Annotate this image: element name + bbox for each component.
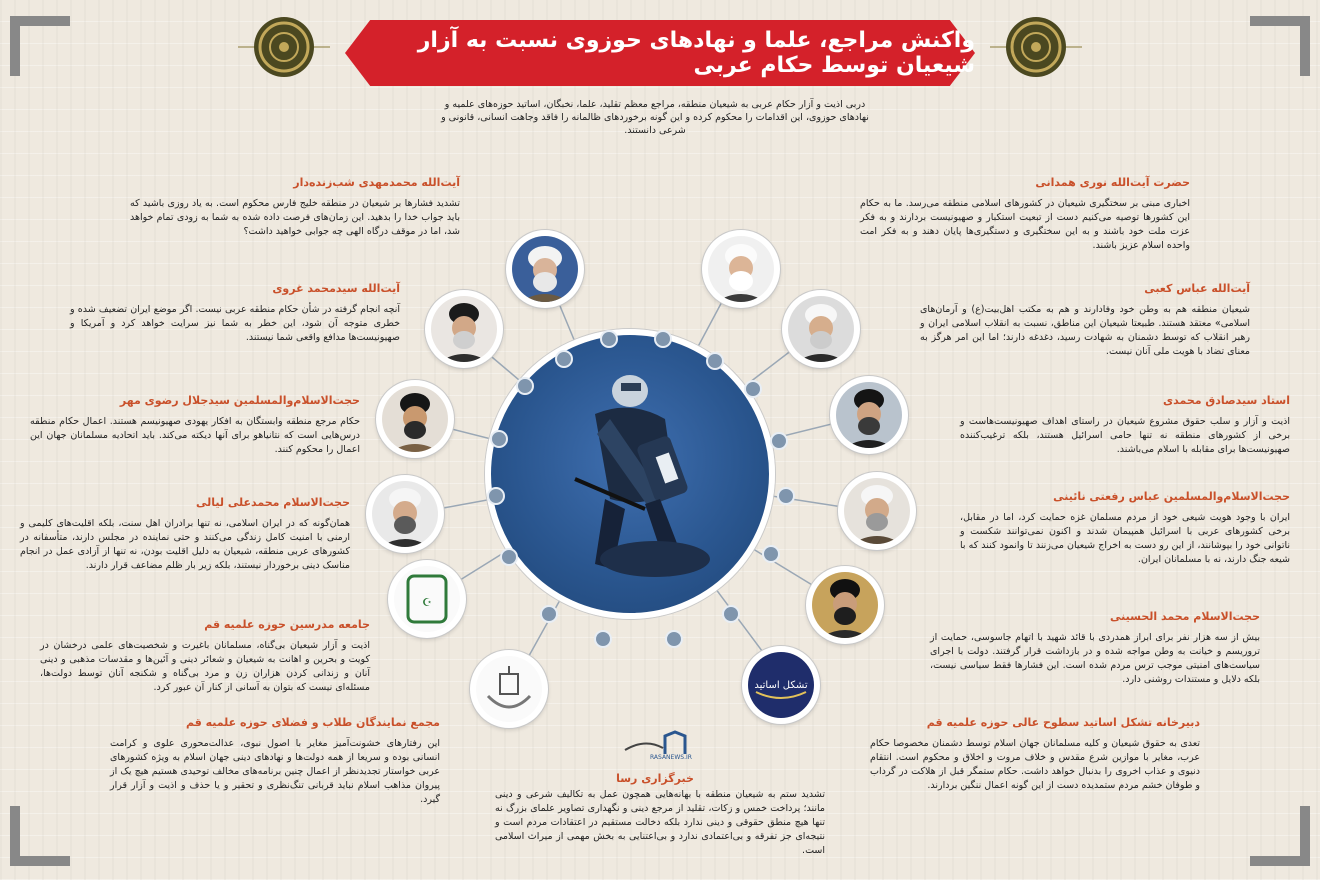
quote-right-1 (860, 176, 1190, 253)
quote-left-5 (40, 618, 370, 695)
connector-dot (770, 432, 788, 450)
connector-dot (600, 330, 618, 348)
quote-author: استاد سیدصادق محمدی (1163, 394, 1290, 407)
quote-right-5 (930, 610, 1260, 687)
quote-text: تشدید ستم به شیعیان منطقه با بهانه‌هایی همچون عمل به تکالیف شرعی و دینی مانند؛ پرداخت خمس و زکات، تقلید از مرجع دینی و نگهداری تصاویر علمای بزرگ نه تنها هیچ منطق حقوقی و دینی ندارد بلکه دخالت مستقیم در اعتقادات مردم است و نتیجه‌ای جز تفرقه و بی‌اعتمادی ندارد و بی‌اعتنایی به بخش مهمی از میراث اسلامی است. (495, 789, 825, 856)
quote-right-2 (920, 282, 1250, 359)
portrait-shabzendehdar (506, 230, 584, 308)
quote-author: حجت‌الاسلام‌والمسلمین عباس رفعتی نائینی (1053, 490, 1290, 503)
quote-text: اذیت و آزار و سلب حقوق مشروع شیعیان در راستای اهداف صهیونیست‌هاست و برخی از کشورهای منطقه نه تنها حامی اسرائیل هستند، بلکه ترغیب‌کننده صهیونیست‌ها برای مقابله با اسلام می‌باشند. (960, 416, 1290, 455)
quote-left-4 (20, 496, 350, 573)
connector-dot (540, 605, 558, 623)
quote-author: آیت‌الله محمدمهدی شب‌زنده‌دار (293, 176, 460, 189)
quote-text: بیش از سه هزار نفر برای ابراز همدردی با قائد شهید با اتهام جاسوسی، حمایت از تروریسم و خیانت به وطن مواجه شده و در بازداشت قرار گرفتند. دولت با اجرای سیاست‌های امنیتی موجب ترس مردم شده است. این فشارها فقط سیاسی نیست، بلکه دلایل و مستندات روشنی دارد. (930, 632, 1260, 685)
quote-left-6 (110, 716, 440, 807)
quote-bottom (495, 788, 825, 858)
connector-dot (516, 377, 534, 395)
quote-author: جامعه مدرسین حوزه علمیه قم (204, 618, 370, 631)
connector-dot (777, 487, 795, 505)
connector-dot (555, 350, 573, 368)
central-image-frame (485, 329, 775, 619)
quote-text: آنچه انجام گرفته در شأن حکام منطقه عربی نیست. اگر موضع ایران تضعیف شده و خطری متوجه آن شود، این خطر به شما نیز سرایت خواهد کرد و آمریکا و صهیونیست‌ها مدافع واقعی شما نیستند. (70, 304, 400, 343)
connector-dot (654, 330, 672, 348)
page-title: واکنش مراجع، علما و نهادهای حوزوی نسبت به آزار شیعیان توسط حکام عربی (417, 28, 975, 78)
connector-dot (490, 430, 508, 448)
quote-right-3 (960, 394, 1290, 457)
quote-text: اذیت و آزار شیعیان بی‌گناه، مسلمانان باغیرت و شخصیت‌های علمی درخشان در کویت و بحرین و اهانت به شیعیان و شعائر دینی و آئین‌ها و مقدسات مذهبی و دینی آنان و زندانی کردن هزاران زن و مرد بی‌گناه و شکنجه آنان توسط دولت‌ها، مسئله‌ای نیست که بتوان به آسانی از کنار آن عبور کرد. (40, 640, 370, 693)
rasa-logo-caption: خبرگزاری رسا (616, 772, 694, 785)
quote-author: دبیرخانه تشکل اساتید سطوح عالی حوزه علمیه قم (926, 716, 1200, 729)
quote-text: ایران با وجود هویت شیعی خود از مردم مسلمان غزه حمایت کرد، اما در مقابل، برخی کشورهای عربی با اسرائیل همپیمان شدند و اکنون نمی‌توانند شکست و ناتوانی خود را بپوشانند، از این رو دست به اخراج شیعیان می‌زنند تا وانمود کنند که با شیعه جنگ دارند، نه با مسلمانان ایران. (960, 512, 1290, 565)
portrait-rafati-naeini (838, 472, 916, 550)
central-image (488, 332, 772, 616)
quote-text: این رفتارهای خشونت‌آمیز مغایر با اصول نبوی، عدالت‌محوری علوی و کرامت انسانی بوده و سریعا از همه دولت‌ها و نهادهای دینی جهان اسلام به ویژه کشورهای عربی خواستار تجدیدنظر از اعمال چنین برنامه‌های مخالف توحیدی هستیم هیچ یک از پیروان مذاهب اسلام نباید قربانی تنگ‌نظری و تحقیر و یا حذف و اذیت و آزار قرار گیرد. (110, 738, 440, 805)
rasa-logo-sub: RASANEWS.IR (650, 754, 692, 761)
quote-author: آیت‌الله سیدمحمد غروی (272, 282, 400, 295)
quote-text: شیعیان منطقه هم به وطن خود وفادارند و هم به مکتب اهل‌بیت(ع) و آرمان‌های اسلامی» معتقد هستند. طبیعتا شیعیان این مناطق، نسبت به انقلاب اسلامی ایران و رهبر انقلاب که توسط دشمنان به شهادت رسید، دغدغه دارند؛ اما این امر هرگز به معنای تضاد با هویت ملی آنان نیست. (920, 304, 1250, 357)
portrait-nouri-hamedani (702, 230, 780, 308)
portrait-mohammadi (830, 376, 908, 454)
portrait-kaabi (782, 290, 860, 368)
quote-text: همان‌گونه که در ایران اسلامی، نه تنها برادران اهل سنت، بلکه اقلیت‌های کلیمی و ارمنی با امنیت کامل زندگی می‌کنند و حتی نماینده در مجلس دارند، متأسفانه در کشورهای عربی منطقه، شیعیان به دلیل اقلیت بودن، نه تنها از آزادی عمل در انجام مناسک دینی برخوردار نیستند، بلکه زیر بار ظلم مضاعف قرار دارند. (20, 518, 350, 571)
portrait-alhosseini (806, 566, 884, 644)
majma-namayandegan-logo (470, 650, 548, 728)
connector-dot (665, 630, 683, 648)
quote-author: حجت‌الاسلام محمدعلی لیالی (196, 496, 350, 509)
tashakkol-logo-text: تشکل اساتید (754, 680, 808, 691)
quote-left-2 (70, 282, 400, 345)
connector-dot (744, 380, 762, 398)
quote-right-4 (960, 490, 1290, 567)
quote-text: حکام مرجع منطقه وابستگان به افکار یهودی صهیونیسم هستند. اعمال حکام منطقه درس‌هایی است که نتانیاهو برای آنها دیکته می‌کند. باید اتحادیه مسلمانان جهان این اعمال را محکوم کنند. (30, 416, 360, 455)
portrait-gharavi (425, 290, 503, 368)
quote-author: آیت‌الله عباس کعبی (1144, 282, 1250, 295)
jameeh-modarresin-logo (388, 560, 466, 638)
portrait-razavi-mehr (376, 380, 454, 458)
connector-dot (706, 352, 724, 370)
quote-author: مجمع نمایندگان طلاب و فضلای حوزه علمیه قم (185, 716, 440, 729)
intro-text: دربی اذیت و آزار حکام عربی به شیعیان منطقه، مراجع معظم تقلید، علما، نخبگان، اساتید حوزه‌های علمیه و نهادهای حوزوی، این اقدامات را محکوم کرده و این گونه برخوردهای ظالمانه را فاقد وجاهت انسانی، قانونی و شرعی دانستند. (441, 99, 869, 136)
quote-text: تشدید فشارها بر شیعیان در منطقه خلیج فارس محکوم است. به یاد روزی باشید که باید جواب خدا را بدهید. این زمان‌های فرصت داده شده به شما به زودی تمام خواهد شد، اما در موقف درگاه الهی چه جوابی خواهید داشت؟ (130, 198, 460, 237)
svg-text:☪: ☪ (422, 596, 432, 609)
connector-dot (722, 605, 740, 623)
connector-dot (594, 630, 612, 648)
quote-text: اخباری مبنی بر سختگیری شیعیان در کشورهای اسلامی منطقه می‌رسد. ما به حکام این کشورها توصیه می‌کنیم دست از تبعیت استکبار و صهیونیست بردارند و به فکر عزت ملت خود باشند و به این سختگیری و دستگیری‌ها پایان دهند و به فکر امت واحده اسلام عزیز باشند. (860, 198, 1190, 251)
tashakkol-logo (742, 646, 820, 724)
connector-dot (500, 548, 518, 566)
quote-author: حجت‌الاسلام محمد الحسینی (1110, 610, 1260, 623)
quote-left-3 (30, 394, 360, 457)
quote-left-1 (130, 176, 460, 239)
connector-dot (762, 545, 780, 563)
quote-right-6 (870, 716, 1200, 793)
connector-dot (487, 487, 505, 505)
quote-author: حضرت آیت‌الله نوری همدانی (1035, 176, 1190, 189)
quote-author: حجت‌الاسلام‌والمسلمین سیدجلال رضوی مهر (119, 394, 360, 407)
quote-text: تعدی به حقوق شیعیان و کلیه مسلمانان جهان اسلام توسط دشمنان مخصوصا حکام عرب، مغایر با موازین شرع مقدس و خلاف مروت و اخلاق و محکوم است. انتقام دنیوی و عذاب اخروی را بدنبال خواهد داشت. حکام ستمگر قبل از هلاکت در گرداب و طوفان خشم مردم ستمدیده دست از این گونه اعمال ننگین بردارند. (870, 738, 1200, 791)
portrait-layali (366, 475, 444, 553)
